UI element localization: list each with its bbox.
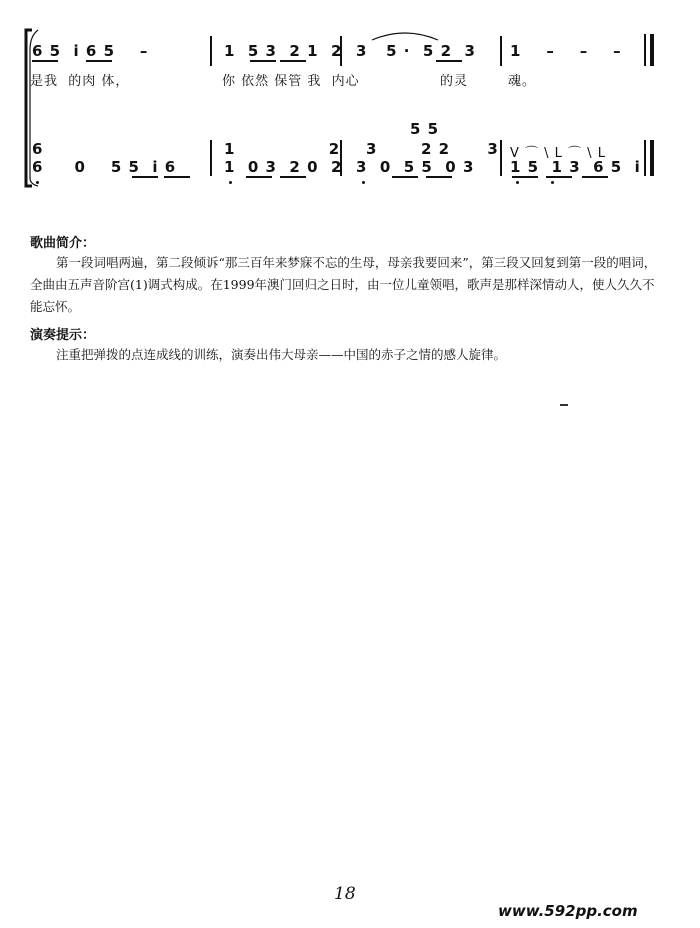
- beam: [280, 60, 306, 62]
- lyric-line-2: 你 依然 保管 我 内心: [222, 74, 360, 89]
- octave-dot: [36, 181, 39, 184]
- beam: [426, 176, 452, 178]
- final-barline-thin: [644, 140, 646, 176]
- lyric-line-4: 魂。: [508, 74, 537, 89]
- upper-measure-1: 6 5 i 6 5 –: [32, 42, 149, 60]
- lower-measure-3: 3 0 5 5 0 3: [356, 158, 475, 176]
- barline: [500, 140, 502, 176]
- intro-text: 第一段词唱两遍，第二段倾诉“那三百年来梦寐不忘的生母，母亲我要回来”，第三段又回复到第一段的唱词，全曲由五声音阶宫(1)调式构成。在1999年澳门回归之日时，由一位儿童领唱，歌声是那样深情动人，使人久久不能忘怀。: [30, 255, 657, 314]
- upper-measure-2: 1 5 3 2 1 2: [224, 42, 343, 60]
- lyric-line-1: 是我 的肉 体，: [30, 74, 130, 89]
- site-watermark: www.592pp.com: [498, 902, 638, 920]
- beam: [546, 176, 572, 178]
- final-barline-thin: [644, 34, 646, 66]
- beam: [86, 60, 112, 62]
- barline: [210, 36, 212, 66]
- tips-heading: 演奏提示：: [30, 328, 96, 343]
- lyric-line-3: 的灵: [440, 74, 469, 89]
- octave-dot: [229, 181, 232, 184]
- beam: [436, 60, 462, 62]
- beam: [246, 176, 272, 178]
- beam: [392, 176, 418, 178]
- beam: [582, 176, 608, 178]
- barline: [210, 140, 212, 176]
- barline: [500, 36, 502, 66]
- lower-top-note-2: 1 2: [224, 140, 341, 158]
- beam: [164, 176, 190, 178]
- tie-arc: [370, 30, 440, 42]
- upper-measure-3: 3 5 · 5 2 3: [356, 42, 476, 60]
- octave-dot: [551, 181, 554, 184]
- upper-measure-4: 1 – – –: [510, 42, 622, 60]
- lower-top-note-1: 6: [32, 140, 44, 158]
- beam: [512, 176, 538, 178]
- lower-measure-4: 1 5 1 3 6 5 i: [510, 158, 641, 176]
- lower-top-extra: 5 5: [410, 120, 440, 138]
- octave-dot: [516, 181, 519, 184]
- lower-measure-2: 1 0 3 2 0 2: [224, 158, 343, 176]
- beam: [132, 176, 158, 178]
- articulation-marks: V ⌒ \ L ⌒ \ L: [510, 146, 606, 161]
- lower-measure-1: 6 0 5 5 i 6: [32, 158, 177, 176]
- intro-heading: 歌曲简介：: [30, 236, 96, 251]
- octave-dot: [362, 181, 365, 184]
- beam: [250, 60, 276, 62]
- page-number: 18: [334, 884, 356, 904]
- final-barline-thick: [650, 140, 654, 176]
- lower-top-note-3: 3 2 2 3: [366, 140, 499, 158]
- tips-text: 注重把弹拨的点连成线的训练，演奏出伟大母亲——中国的赤子之情的感人旋律。: [56, 347, 507, 362]
- beam: [32, 60, 58, 62]
- stray-mark: [560, 404, 568, 406]
- final-barline-thick: [650, 34, 654, 66]
- beam: [280, 176, 306, 178]
